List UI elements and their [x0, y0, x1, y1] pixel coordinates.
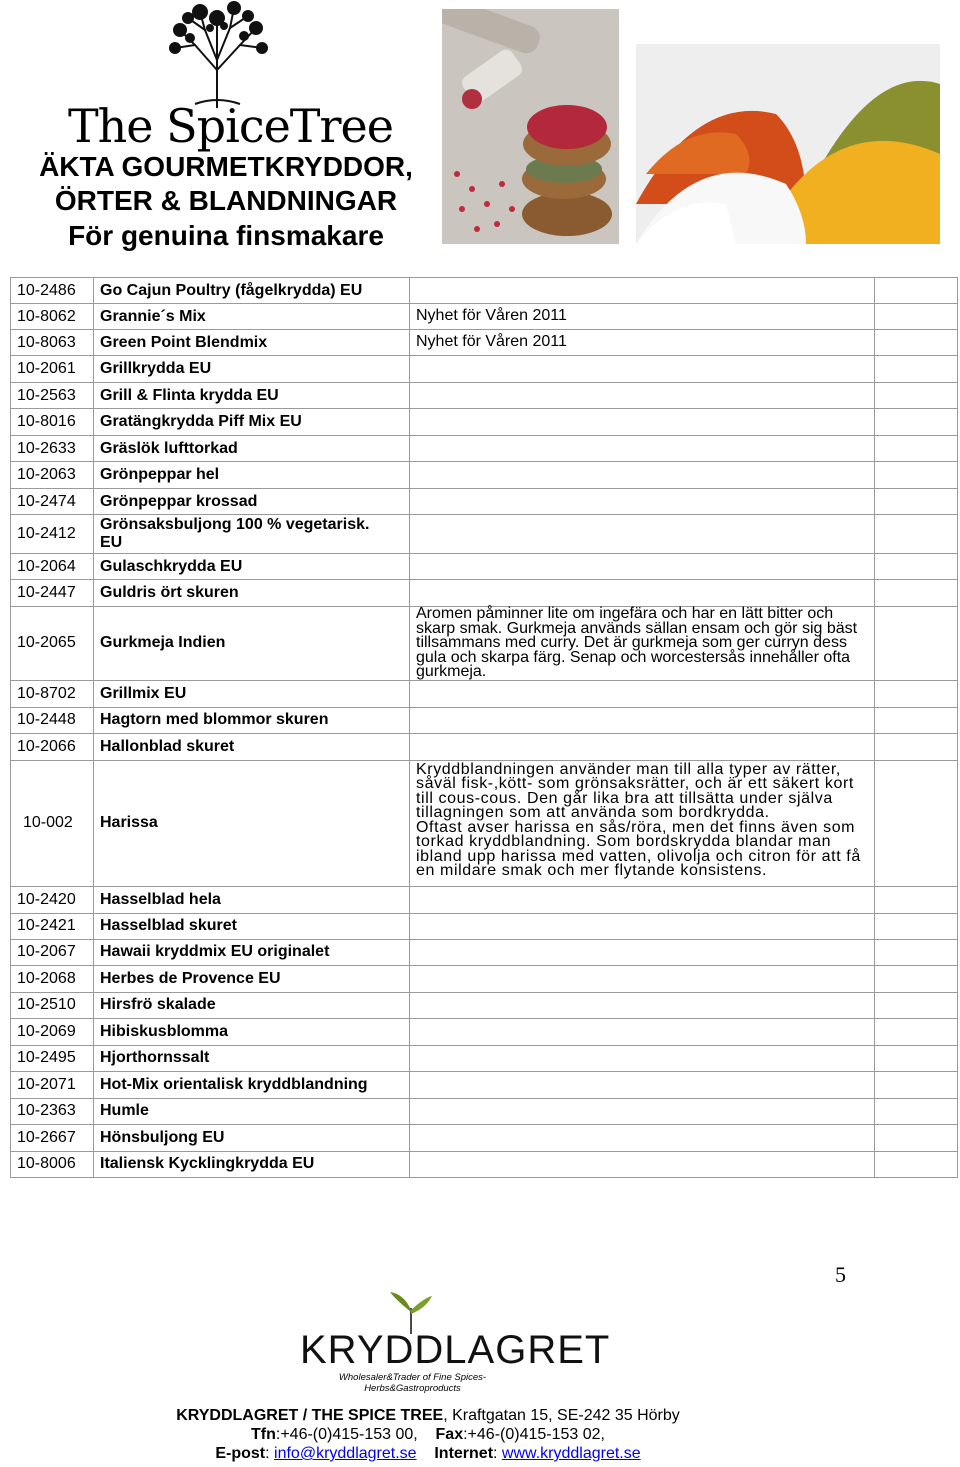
empty-cell: [875, 607, 958, 681]
item-note: [410, 886, 875, 913]
item-code: 10-2063: [11, 462, 94, 489]
item-note: [410, 462, 875, 489]
headline-3: För genuina finsmakare: [68, 220, 384, 251]
table-row: [11, 383, 958, 409]
empty-cell: [875, 409, 958, 436]
item-code: 10-2065: [11, 607, 94, 681]
item-code: 10-2412: [11, 515, 94, 554]
item-name: Hot-Mix orientalisk kryddblandning: [94, 1071, 410, 1098]
item-name: Grillmix EU: [94, 680, 410, 707]
table-row: [11, 462, 958, 489]
table-row: [11, 939, 958, 965]
table-row: [11, 330, 958, 356]
table-row: [11, 1018, 958, 1045]
footer-email-label: E-post: [215, 1445, 266, 1462]
table-row: [11, 1098, 958, 1124]
empty-cell: [875, 489, 958, 515]
item-code: 10-2064: [11, 554, 94, 580]
item-code: 10-8063: [11, 330, 94, 356]
empty-cell: [875, 1018, 958, 1045]
spice-tree-logo-icon: [160, 0, 275, 108]
item-code: 10-2447: [11, 580, 94, 607]
item-code: 10-2563: [11, 383, 94, 409]
pepper-bowls-photo: [442, 9, 619, 244]
empty-cell: [875, 939, 958, 965]
spice-table: [10, 277, 958, 1178]
item-code: 10-8006: [11, 1151, 94, 1177]
table-row: [11, 304, 958, 330]
table-row: [11, 409, 958, 436]
table-row: [11, 356, 958, 383]
empty-cell: [875, 436, 958, 462]
item-note: [410, 409, 875, 436]
item-code: 10-2495: [11, 1045, 94, 1071]
item-note: [410, 965, 875, 992]
footer-phone-line: [0, 1426, 908, 1444]
item-note: [410, 515, 875, 554]
empty-cell: [875, 733, 958, 760]
item-name: Gratängkrydda Piff Mix EU: [94, 409, 410, 436]
item-name: Hagtorn med blommor skuren: [94, 707, 410, 733]
table-row: [11, 554, 958, 580]
headline-1: ÄKTA GOURMETKRYDDOR,: [39, 151, 413, 182]
table-row: [11, 1124, 958, 1151]
table-row: [11, 707, 958, 733]
item-note: [410, 733, 875, 760]
footer-tel: :+46-(0)415-153 00,: [275, 1426, 418, 1443]
item-note: [410, 1071, 875, 1098]
empty-cell: [875, 1045, 958, 1071]
item-name: Gulaschkrydda EU: [94, 554, 410, 580]
item-code: 10-2420: [11, 886, 94, 913]
item-code: 10-2061: [11, 356, 94, 383]
empty-cell: [875, 278, 958, 304]
item-name: Go Cajun Poultry (fågelkrydda) EU: [94, 278, 410, 304]
item-code: 10-2474: [11, 489, 94, 515]
table-row: [11, 580, 958, 607]
logo-tagline: Wholesaler&Trader of Fine Spices-Herbs&Gastroproducts: [338, 1372, 487, 1394]
item-note: [410, 992, 875, 1018]
empty-cell: [875, 886, 958, 913]
item-code: 10-2068: [11, 965, 94, 992]
footer-address: , Kraftgatan 15, SE-242 35 Hörby: [443, 1407, 680, 1424]
item-name: Hallonblad skuret: [94, 733, 410, 760]
empty-cell: [875, 1124, 958, 1151]
item-name: Green Point Blendmix: [94, 330, 410, 356]
item-code: 10-8702: [11, 680, 94, 707]
item-name: Guldris ört skuren: [94, 580, 410, 607]
page-number: 5: [835, 1262, 846, 1287]
empty-cell: [875, 1151, 958, 1177]
item-note: [410, 580, 875, 607]
item-note: Nyhet för Våren 2011: [410, 304, 875, 330]
item-name: Humle: [94, 1098, 410, 1124]
empty-cell: [875, 304, 958, 330]
item-code: 10-2486: [11, 278, 94, 304]
table-row: [11, 965, 958, 992]
item-note: [410, 278, 875, 304]
table-row: [11, 680, 958, 707]
item-note: [410, 554, 875, 580]
table-row: [11, 515, 958, 554]
empty-cell: [875, 554, 958, 580]
item-name: Hawaii kryddmix EU originalet: [94, 939, 410, 965]
empty-cell: [875, 965, 958, 992]
item-name: Hasselblad skuret: [94, 913, 410, 939]
item-note: Aromen påminner lite om ingefära och har en lätt bitter och skarp smak. Gurkmeja används sällan ensam och gör sig bäst tillsammans med curry. Det är gurkmeja som ger curryn dess gula och skarpa färg. Senap och worcestersås innehåller ofta gurkmeja.: [410, 607, 875, 681]
table-row: [11, 1151, 958, 1177]
item-name: Harissa: [94, 760, 410, 886]
footer-fax-label: Fax: [435, 1426, 464, 1443]
footer-company: KRYDDLAGRET / THE SPICE TREE: [176, 1407, 444, 1424]
item-code: 10-8016: [11, 409, 94, 436]
empty-cell: [875, 356, 958, 383]
spice-piles-photo: [636, 44, 940, 244]
footer-email-link[interactable]: info@kryddlagret.se: [274, 1445, 417, 1462]
item-code: 10-2421: [11, 913, 94, 939]
item-code: 10-2448: [11, 707, 94, 733]
empty-cell: [875, 992, 958, 1018]
item-note: [410, 913, 875, 939]
item-note-paragraph: Oftast avser harissa en sås/röra, men det finns även som torkad kryddblandning. Som bordskrydda blandar man ibland upp harissa med vatten, olivolja och citron för att få en mildare smak och mer flytande konsistens.: [416, 818, 861, 879]
item-name: Grillkrydda EU: [94, 356, 410, 383]
table-row: [11, 607, 958, 681]
table-row: [11, 278, 958, 304]
item-code: 10-2510: [11, 992, 94, 1018]
item-code: 10-8062: [11, 304, 94, 330]
item-name: Grönpeppar hel: [94, 462, 410, 489]
kryddlagret-logo: [300, 1290, 611, 1394]
item-name: Grannie´s Mix: [94, 304, 410, 330]
footer-address-line: [0, 1407, 908, 1425]
item-note: [410, 1098, 875, 1124]
item-note: [410, 939, 875, 965]
empty-cell: [875, 383, 958, 409]
item-note-paragraph: Kryddblandningen använder man till alla typer av rätter, såväl fisk-,kött- som grönsaksrätter, och är ett säkert kort till cous-cous. Den går lika bra att tillsätta under själva tillagningen som att använda som bordkrydda.: [416, 760, 854, 821]
logo-word: KRYDDLAGRET: [300, 1328, 611, 1372]
item-name: Hibiskusblomma: [94, 1018, 410, 1045]
table-row: [11, 992, 958, 1018]
table-row: [11, 436, 958, 462]
item-note: [410, 489, 875, 515]
item-note: [410, 1045, 875, 1071]
item-code: 10-2633: [11, 436, 94, 462]
item-note: [410, 760, 875, 886]
item-code: 10-2069: [11, 1018, 94, 1045]
table-row: [11, 760, 958, 886]
item-name: Gräslök lufttorkad: [94, 436, 410, 462]
item-name: Gurkmeja Indien: [94, 607, 410, 681]
brand-name: The SpiceTree: [68, 99, 393, 153]
item-code: 10-2066: [11, 733, 94, 760]
item-name: Hönsbuljong EU: [94, 1124, 410, 1151]
table-row: [11, 489, 958, 515]
item-note: Nyhet för Våren 2011: [410, 330, 875, 356]
item-name: Hirsfrö skalade: [94, 992, 410, 1018]
table-row: [11, 733, 958, 760]
item-name: Grill & Flinta krydda EU: [94, 383, 410, 409]
item-note: [410, 707, 875, 733]
empty-cell: [875, 1098, 958, 1124]
item-name: Herbes de Provence EU: [94, 965, 410, 992]
item-code: 10-2667: [11, 1124, 94, 1151]
item-name: Hasselblad hela: [94, 886, 410, 913]
table-row: [11, 913, 958, 939]
empty-cell: [875, 580, 958, 607]
footer-contact-line: E-post: info@kryddlagret.se Internet: www.kryddlagret.se: [215, 1445, 641, 1462]
footer-tel-label: Tfn: [251, 1426, 276, 1443]
item-note: [410, 356, 875, 383]
table-row: [11, 886, 958, 913]
item-note: [410, 1124, 875, 1151]
empty-cell: [875, 1071, 958, 1098]
item-name: Italiensk Kycklingkrydda EU: [94, 1151, 410, 1177]
item-note: [410, 680, 875, 707]
empty-cell: [875, 680, 958, 707]
footer-web-link[interactable]: www.kryddlagret.se: [501, 1445, 641, 1462]
item-name: Hjorthornssalt: [94, 1045, 410, 1071]
item-name: Grönpeppar krossad: [94, 489, 410, 515]
empty-cell: [875, 760, 958, 886]
item-note: [410, 1018, 875, 1045]
item-code: 10-2363: [11, 1098, 94, 1124]
item-note: [410, 383, 875, 409]
empty-cell: [875, 913, 958, 939]
headline-2: ÖRTER & BLANDNINGAR: [54, 185, 398, 216]
item-code: 10-2067: [11, 939, 94, 965]
item-code: 10-002: [11, 760, 94, 886]
item-note: [410, 1151, 875, 1177]
item-code: 10-2071: [11, 1071, 94, 1098]
empty-cell: [875, 707, 958, 733]
empty-cell: [875, 462, 958, 489]
empty-cell: [875, 330, 958, 356]
footer-web-label: Internet: [434, 1445, 494, 1462]
table-row: [11, 1071, 958, 1098]
item-name: Grönsaksbuljong 100 % vegetarisk. EU: [94, 515, 410, 554]
item-note: [410, 436, 875, 462]
table-row: [11, 1045, 958, 1071]
footer-fax: :+46-(0)415-153 02,: [463, 1426, 605, 1443]
empty-cell: [875, 515, 958, 554]
